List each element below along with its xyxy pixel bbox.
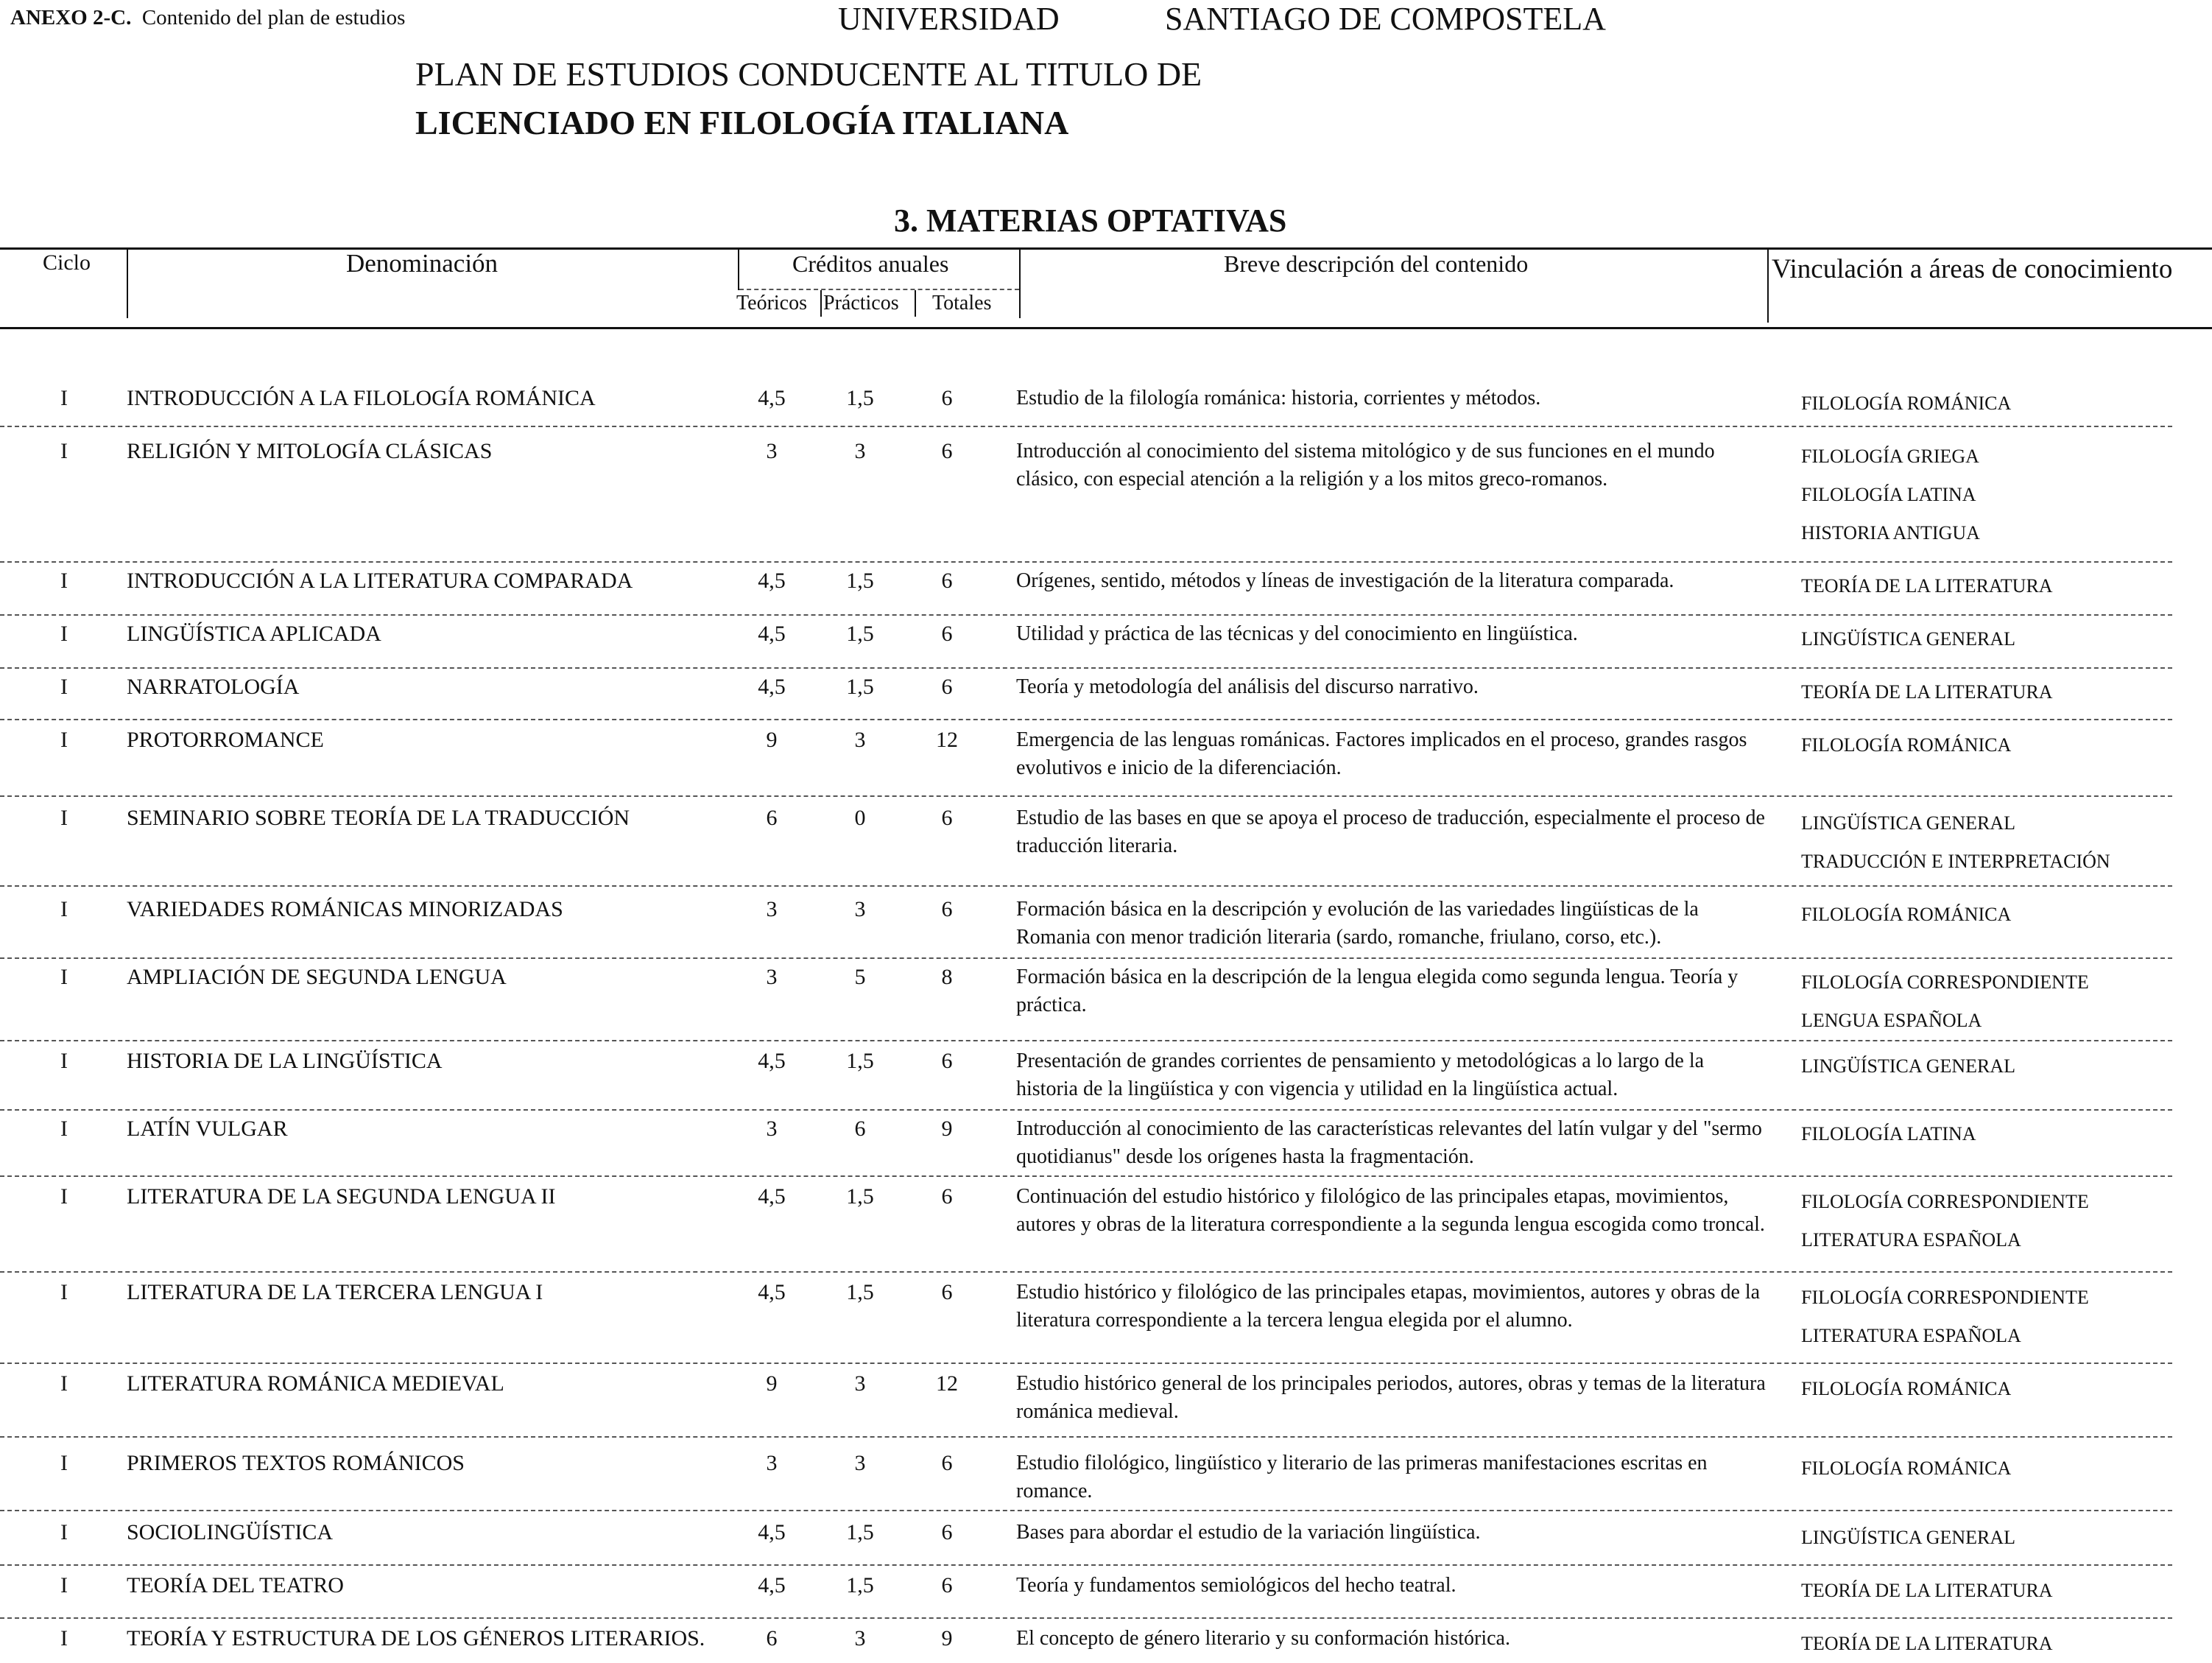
header-divider [1019,249,1021,318]
row-ciclo: I [60,1573,68,1597]
row-teoricos: 4,5 [758,1280,786,1304]
row-totales: 6 [941,569,953,593]
row-denominacion: TEORÍA DEL TEATRO [127,1573,344,1597]
column-header-ciclo: Ciclo [43,250,91,275]
row-totales: 12 [936,1371,958,1396]
row-separator [0,719,2172,720]
row-ciclo: I [60,1451,68,1475]
row-separator [0,1436,2172,1438]
row-area: FILOLOGÍA CORRESPONDIENTE [1801,1287,2089,1308]
column-header-vinculacion: Vinculación a áreas de conocimiento [1772,254,2173,284]
row-separator [0,1040,2172,1041]
row-area: TEORÍA DE LA LITERATURA [1801,1580,2053,1601]
header-divider [820,290,822,317]
row-denominacion: AMPLIACIÓN DE SEGUNDA LENGUA [127,965,507,989]
row-descripcion: Introducción al conocimiento de las características relevantes del latín vulgar y del "sermo quotidianus" desde los orígenes hasta la fragmentación. [1016,1117,1762,1168]
row-totales: 6 [941,1573,953,1597]
row-descripcion: Estudio de la filología románica: historia, corrientes y métodos. [1016,387,1541,409]
row-descripcion: Utilidad y práctica de las técnicas y del conocimiento en lingüística. [1016,622,1578,645]
row-practicos: 3 [854,1371,866,1396]
row-practicos: 1,5 [846,1280,874,1304]
column-header-teoricos: Teóricos [736,292,808,314]
column-header-totales: Totales [932,292,992,314]
row-descripcion: Continuación del estudio histórico y filológico de las principales etapas, movimientos, autores y obras de la literatura correspondiente a la segunda lengua escogida como troncal. [1016,1185,1765,1236]
row-area: FILOLOGÍA GRIEGA [1801,446,1979,467]
row-area: FILOLOGÍA ROMÁNICA [1801,393,2012,414]
row-ciclo: I [60,1117,68,1141]
column-header-practicos: Prácticos [823,292,899,314]
row-practicos: 1,5 [846,569,874,593]
header-top-rule [0,247,2212,250]
row-totales: 6 [941,675,953,699]
row-teoricos: 4,5 [758,386,786,410]
row-descripcion: Teoría y metodología del análisis del discurso narrativo. [1016,675,1479,698]
row-totales: 6 [941,897,953,921]
row-totales: 6 [941,439,953,463]
row-teoricos: 3 [766,1117,778,1141]
annex-text: Contenido del plan de estudios [141,6,406,29]
credits-subheader-rule [739,289,1019,290]
row-descripcion: Estudio de las bases en que se apoya el proceso de traducción, especialmente el proceso de traducción literaria. [1016,806,1765,857]
row-denominacion: LITERATURA DE LA TERCERA LENGUA I [127,1280,543,1304]
row-separator [0,1510,2172,1511]
row-teoricos: 4,5 [758,1520,786,1544]
row-teoricos: 6 [766,806,778,830]
row-ciclo: I [60,675,68,699]
row-totales: 6 [941,1451,953,1475]
row-practicos: 3 [854,1626,866,1650]
row-totales: 8 [941,965,953,989]
row-ciclo: I [60,569,68,593]
row-ciclo: I [60,439,68,463]
header-divider [1767,249,1769,323]
row-denominacion: LATÍN VULGAR [127,1117,288,1141]
row-ciclo: I [60,1049,68,1073]
row-ciclo: I [60,965,68,989]
row-ciclo: I [60,386,68,410]
row-totales: 9 [941,1117,953,1141]
row-separator [0,957,2172,959]
row-area: FILOLOGÍA CORRESPONDIENTE [1801,971,2089,993]
row-ciclo: I [60,1184,68,1209]
row-descripcion: Estudio histórico general de los principales periodos, autores, obras y temas de la literatura románica medieval. [1016,1372,1766,1423]
row-area: TRADUCCIÓN E INTERPRETACIÓN [1801,851,2110,872]
row-totales: 6 [941,622,953,646]
row-area: LINGÜÍSTICA GENERAL [1801,1055,2016,1077]
row-practicos: 1,5 [846,386,874,410]
row-denominacion: LITERATURA DE LA SEGUNDA LENGUA II [127,1184,556,1209]
row-area: TEORÍA DE LA LITERATURA [1801,1633,2053,1654]
row-ciclo: I [60,806,68,830]
row-ciclo: I [60,622,68,646]
row-teoricos: 6 [766,1626,778,1650]
row-area: TEORÍA DE LA LITERATURA [1801,681,2053,703]
plan-title: PLAN DE ESTUDIOS CONDUCENTE AL TITULO DE [415,55,1202,93]
row-practicos: 3 [854,728,866,752]
row-separator [0,426,2172,427]
row-teoricos: 3 [766,1451,778,1475]
university-label: UNIVERSIDAD [838,1,1060,37]
row-practicos: 1,5 [846,1573,874,1597]
section-title: 3. MATERIAS OPTATIVAS [894,203,1287,239]
row-denominacion: INTRODUCCIÓN A LA LITERATURA COMPARADA [127,569,633,593]
row-denominacion: INTRODUCCIÓN A LA FILOLOGÍA ROMÁNICA [127,386,596,410]
row-area: FILOLOGÍA LATINA [1801,484,1976,505]
column-header-creditos: Créditos anuales [792,250,949,277]
row-area: FILOLOGÍA CORRESPONDIENTE [1801,1191,2089,1212]
row-denominacion: SEMINARIO SOBRE TEORÍA DE LA TRADUCCIÓN [127,806,630,830]
header-bottom-rule [0,327,2212,329]
header-divider [127,249,128,318]
row-practicos: 1,5 [846,1520,874,1544]
row-practicos: 5 [854,965,866,989]
row-descripcion: Bases para abordar el estudio de la variación lingüística. [1016,1521,1481,1544]
row-teoricos: 4,5 [758,1049,786,1073]
row-denominacion: PROTORROMANCE [127,728,324,752]
row-denominacion: PRIMEROS TEXTOS ROMÁNICOS [127,1451,465,1475]
row-area: LINGÜÍSTICA GENERAL [1801,812,2016,834]
row-descripcion: El concepto de género literario y su conformación histórica. [1016,1627,1510,1650]
row-descripcion: Estudio filológico, lingüístico y literario de las primeras manifestaciones escritas en romance. [1016,1452,1708,1502]
row-teoricos: 4,5 [758,1184,786,1209]
row-practicos: 0 [854,806,866,830]
row-practicos: 3 [854,897,866,921]
row-practicos: 3 [854,439,866,463]
row-totales: 6 [941,1280,953,1304]
row-denominacion: SOCIOLINGÜÍSTICA [127,1520,333,1544]
row-denominacion: LINGÜÍSTICA APLICADA [127,622,381,646]
row-descripcion: Teoría y fundamentos semiológicos del hecho teatral. [1016,1574,1457,1597]
row-separator [0,795,2172,797]
degree-title: LICENCIADO EN FILOLOGÍA ITALIANA [415,104,1069,141]
row-totales: 9 [941,1626,953,1650]
row-practicos: 1,5 [846,1049,874,1073]
row-denominacion: HISTORIA DE LA LINGÜÍSTICA [127,1049,443,1073]
row-separator [0,1175,2172,1177]
row-descripcion: Formación básica en la descripción y evolución de las variedades lingüísticas de la Romania con menor tradición literaria (sardo, romanche, friulano, corso, etc.). [1016,898,1699,949]
row-separator [0,614,2172,616]
row-teoricos: 4,5 [758,569,786,593]
row-area: FILOLOGÍA LATINA [1801,1123,1976,1145]
row-descripcion: Emergencia de las lenguas románicas. Factores implicados en el proceso, grandes rasgos evolutivos e inicio de la diferenciación. [1016,728,1747,779]
row-teoricos: 9 [766,728,778,752]
row-denominacion: RELIGIÓN Y MITOLOGÍA CLÁSICAS [127,439,493,463]
row-totales: 6 [941,1049,953,1073]
row-practicos: 1,5 [846,675,874,699]
row-ciclo: I [60,1520,68,1544]
row-separator [0,561,2172,563]
row-separator [0,1564,2172,1566]
row-separator [0,667,2172,669]
row-ciclo: I [60,1280,68,1304]
row-denominacion: LITERATURA ROMÁNICA MEDIEVAL [127,1371,504,1396]
row-denominacion: NARRATOLOGÍA [127,675,300,699]
row-practicos: 6 [854,1117,866,1141]
row-ciclo: I [60,1371,68,1396]
row-area: FILOLOGÍA ROMÁNICA [1801,1458,2012,1479]
row-descripcion: Formación básica en la descripción de la lengua elegida como segunda lengua. Teoría y práctica. [1016,966,1739,1016]
row-descripcion: Estudio histórico y filológico de las principales etapas, movimientos, autores y obras de la literatura correspondiente a la tercera lengua elegida por el alumno. [1016,1281,1761,1332]
row-descripcion: Introducción al conocimiento del sistema mitológico y de sus funciones en el mundo clásico, con especial atención a la religión y a los mitos greco-romanos. [1016,440,1715,491]
row-separator [0,1617,2172,1619]
row-separator [0,1109,2172,1111]
row-teoricos: 3 [766,897,778,921]
row-teoricos: 4,5 [758,675,786,699]
row-descripcion: Presentación de grandes corrientes de pensamiento y metodológicas a lo largo de la historia de la lingüística y con vigencia y utilidad en la lingüística actual. [1016,1050,1705,1100]
row-ciclo: I [60,897,68,921]
row-totales: 6 [941,1184,953,1209]
row-practicos: 3 [854,1451,866,1475]
row-teoricos: 4,5 [758,622,786,646]
row-practicos: 1,5 [846,1184,874,1209]
row-totales: 6 [941,1520,953,1544]
row-teoricos: 3 [766,439,778,463]
column-header-denominacion: Denominación [346,249,499,278]
row-separator [0,1271,2172,1273]
row-totales: 6 [941,806,953,830]
row-teoricos: 3 [766,965,778,989]
row-area: LINGÜÍSTICA GENERAL [1801,628,2016,650]
row-teoricos: 4,5 [758,1573,786,1597]
header-divider [915,290,916,317]
row-area: FILOLOGÍA ROMÁNICA [1801,734,2012,756]
row-separator [0,1363,2172,1364]
row-area: LINGÜÍSTICA GENERAL [1801,1527,2016,1548]
row-separator [0,885,2172,887]
row-ciclo: I [60,728,68,752]
annex-label [10,6,405,30]
row-area: FILOLOGÍA ROMÁNICA [1801,1378,2012,1399]
row-area: LITERATURA ESPAÑOLA [1801,1229,2021,1251]
row-area: TEORÍA DE LA LITERATURA [1801,575,2053,597]
row-totales: 6 [941,386,953,410]
row-denominacion: TEORÍA Y ESTRUCTURA DE LOS GÉNEROS LITERARIOS. [127,1626,705,1650]
row-area: LITERATURA ESPAÑOLA [1801,1325,2021,1346]
row-area: FILOLOGÍA ROMÁNICA [1801,904,2012,925]
annex-code: ANEXO 2-C. [10,6,132,29]
row-totales: 12 [936,728,958,752]
row-area: HISTORIA ANTIGUA [1801,522,1980,544]
column-header-descripcion: Breve descripción del contenido [1224,250,1529,277]
university-name: SANTIAGO DE COMPOSTELA [1165,1,1606,37]
row-practicos: 1,5 [846,622,874,646]
row-denominacion: VARIEDADES ROMÁNICAS MINORIZADAS [127,897,563,921]
row-teoricos: 9 [766,1371,778,1396]
row-area: LENGUA ESPAÑOLA [1801,1010,1982,1031]
row-descripcion: Orígenes, sentido, métodos y líneas de investigación de la literatura comparada. [1016,569,1674,592]
row-ciclo: I [60,1626,68,1650]
header-divider [738,249,739,290]
